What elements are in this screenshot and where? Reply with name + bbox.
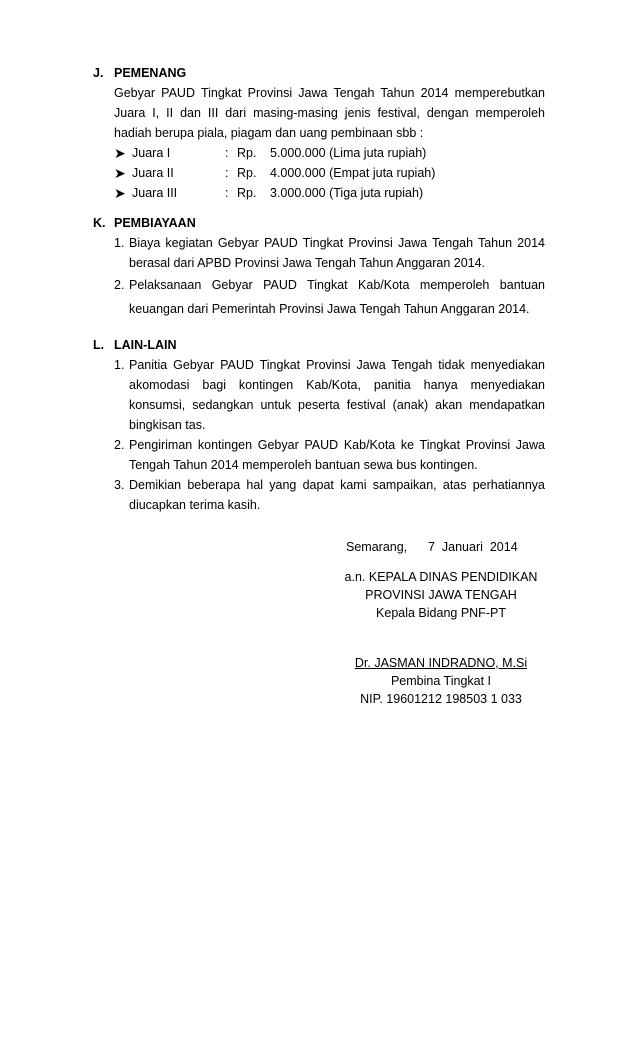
list-text: Panitia Gebyar PAUD Tingkat Provinsi Jawa Tengah tidak menyediakan akomodasi bagi kontingen Kab/Kota, panitia hanya menyediakan konsumsi, sedangkan untuk peserta festival (anak) akan mendapatkan bingkisan tas. <box>129 358 545 432</box>
section-letter: K. <box>93 216 106 230</box>
signature-nip: NIP. 19601212 198503 1 033 <box>360 692 522 706</box>
list-text: Demikian beberapa hal yang dapat kami sampaikan, atas perhatiannya diucapkan terima kasih. <box>129 478 545 512</box>
signature-place: Semarang, <box>346 540 408 554</box>
prize-currency: Rp. <box>237 186 257 200</box>
list-item <box>114 233 545 273</box>
prize-colon: : <box>225 186 229 200</box>
section-title: PEMENANG <box>114 66 187 80</box>
prize-row <box>114 183 545 203</box>
signature-office-line1: a.n. KEPALA DINAS PENDIDIKAN <box>344 570 538 584</box>
signature-rank: Pembina Tingkat I <box>390 674 492 688</box>
section-paragraph: Gebyar PAUD Tingkat Provinsi Jawa Tengah Tahun 2014 memperebutkan Juara I, II dan III dari masing-masing jenis festival, dengan memperoleh hadiah berupa piala, piagam dan uang pembinaan sbb : <box>114 86 545 140</box>
section-pembiayaan <box>93 213 545 321</box>
section-heading <box>93 213 545 233</box>
arrow-bullet-icon: ➤ <box>114 185 126 201</box>
list-number: 1. <box>114 358 125 372</box>
prize-colon: : <box>225 166 229 180</box>
list-text: Biaya kegiatan Gebyar PAUD Tingkat Provinsi Jawa Tengah Tahun 2014 berasal dari APBD Provinsi Jawa Tengah Tahun Anggaran 2014. <box>129 236 545 270</box>
list-item <box>114 273 545 321</box>
section-title: PEMBIAYAAN <box>114 216 196 230</box>
list-text: Pelaksanaan Gebyar PAUD Tingkat Kab/Kota memperoleh bantuan keuangan dari Pemerintah Provinsi Jawa Tengah Tahun Anggaran 2014. <box>129 278 545 316</box>
list-number: 2. <box>114 278 125 292</box>
prize-name: Juara I <box>132 146 171 160</box>
list-number: 3. <box>114 478 125 492</box>
prize-currency: Rp. <box>237 166 257 180</box>
list-number: 2. <box>114 438 125 452</box>
prize-name: Juara III <box>132 186 178 200</box>
signature-date-line <box>346 537 518 557</box>
arrow-bullet-icon: ➤ <box>114 145 126 161</box>
arrow-bullet-icon: ➤ <box>114 165 126 181</box>
signature-date: 7 Januari 2014 <box>428 540 518 554</box>
list-item <box>114 475 545 515</box>
section-heading <box>93 63 545 83</box>
section-letter: L. <box>93 338 105 352</box>
section-letter: J. <box>93 66 104 80</box>
signature-name: Dr. JASMAN INDRADNO, M.Si <box>354 656 528 670</box>
section-heading <box>93 335 545 355</box>
prize-colon: : <box>225 146 229 160</box>
prize-amount: 4.000.000 (Empat juta rupiah) <box>270 166 436 180</box>
signature-name-wrap <box>330 653 552 673</box>
section-title: LAIN-LAIN <box>114 338 177 352</box>
list-item <box>114 355 545 435</box>
prize-name: Juara II <box>132 166 174 180</box>
section-lain-lain <box>93 335 545 515</box>
prize-amount: 3.000.000 (Tiga juta rupiah) <box>270 186 424 200</box>
prize-currency: Rp. <box>237 146 257 160</box>
list-item <box>114 435 545 475</box>
signature-position: Kepala Bidang PNF-PT <box>376 606 506 620</box>
prize-row <box>114 143 545 163</box>
list-number: 1. <box>114 236 125 250</box>
prize-row <box>114 163 545 183</box>
prize-amount: 5.000.000 (Lima juta rupiah) <box>270 146 427 160</box>
section-pemenang <box>93 63 545 203</box>
list-text: Pengiriman kontingen Gebyar PAUD Kab/Kota ke Tingkat Provinsi Jawa Tengah Tahun 2014 memperoleh bantuan sewa bus kontingen. <box>129 438 545 472</box>
signature-office-line2: PROVINSI JAWA TENGAH <box>365 588 517 602</box>
